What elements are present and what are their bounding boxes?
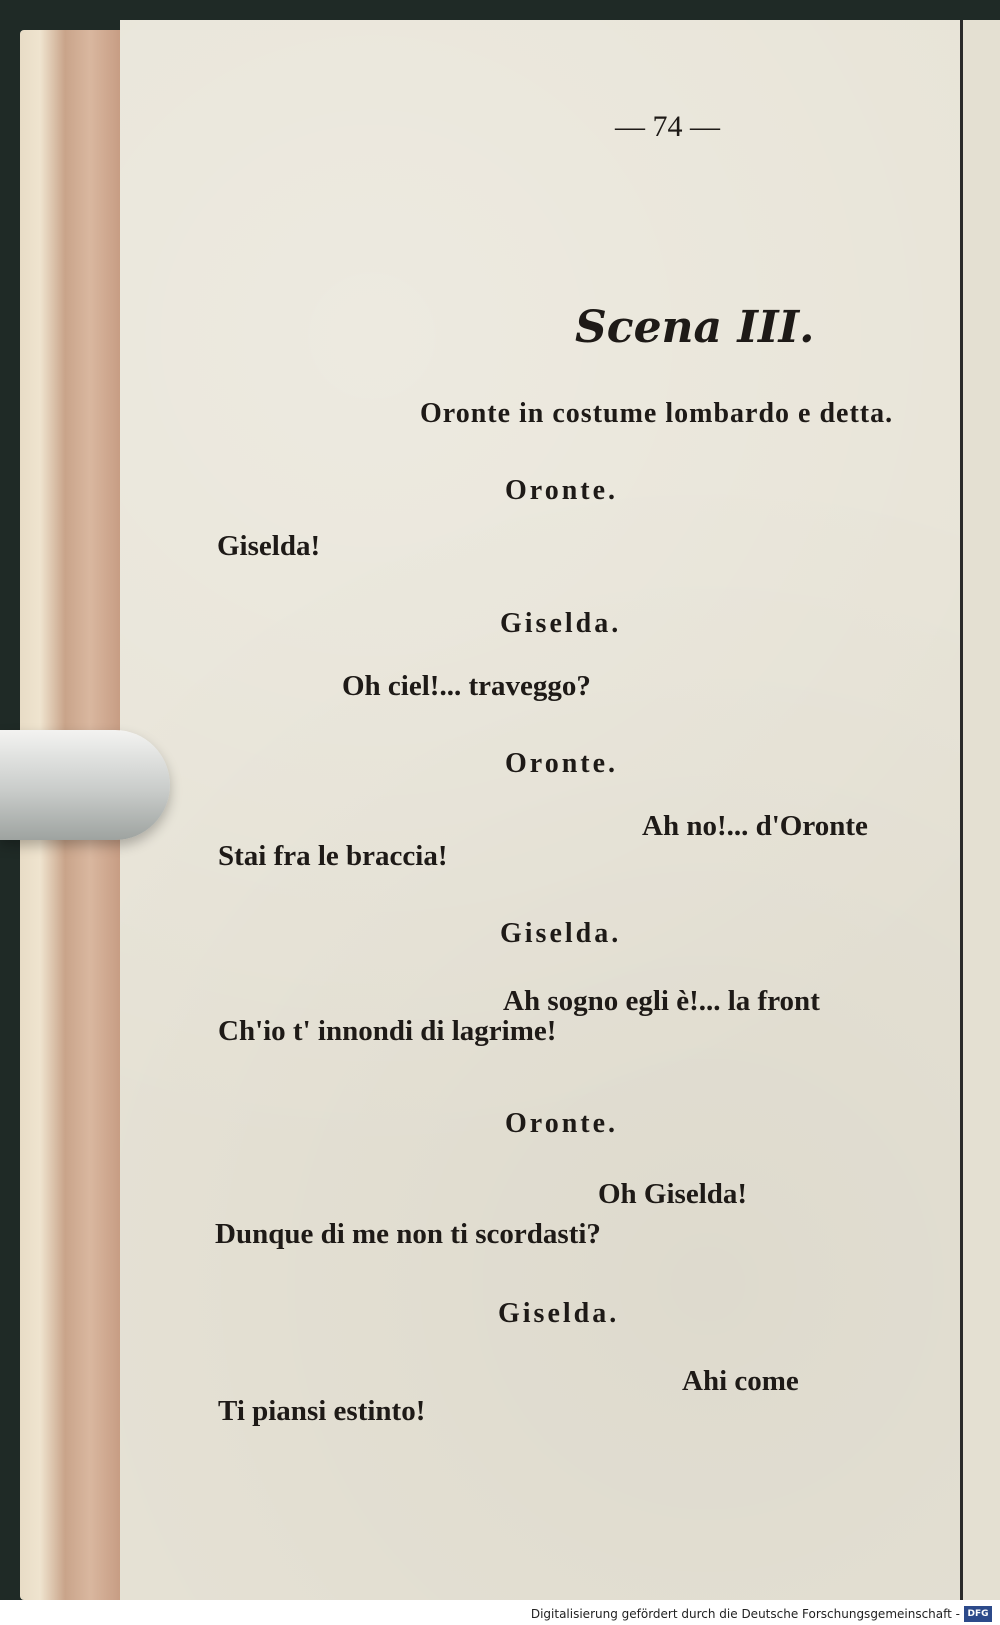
- dialogue-line: Ch'io t' innondi di lagrime!: [218, 1015, 557, 1047]
- dialogue-line: Ti piansi estinto!: [218, 1395, 426, 1427]
- digitization-credit: Digitalisierung gefördert durch die Deutsche Forschungsgemeinschaft -: [530, 1607, 960, 1621]
- dialogue-line: Ahi come: [682, 1365, 799, 1397]
- page-number: — 74 —: [615, 110, 720, 143]
- scene-heading: Scena III.: [575, 302, 815, 353]
- stage-direction: Oronte in costume lombardo e detta.: [420, 398, 894, 429]
- speaker-oronte: Oronte.: [505, 475, 619, 506]
- dialogue-line: Stai fra le braccia!: [218, 840, 448, 872]
- dfg-logo: DFG: [964, 1606, 992, 1622]
- page-holder-clip: [0, 730, 170, 840]
- dialogue-line: Ah no!... d'Oronte: [642, 810, 868, 842]
- speaker-giselda: Giselda.: [500, 608, 622, 639]
- next-page-edge: [960, 20, 1000, 1600]
- dialogue-line: Oh ciel!... traveggo?: [342, 670, 591, 702]
- book-page: [120, 20, 960, 1600]
- speaker-oronte: Oronte.: [505, 748, 619, 779]
- digitization-footer: [0, 1600, 1000, 1625]
- dialogue-line: Oh Giselda!: [598, 1178, 748, 1210]
- dialogue-line: Dunque di me non ti scordasti?: [215, 1218, 601, 1250]
- dialogue-line: Giselda!: [217, 530, 321, 562]
- speaker-oronte: Oronte.: [505, 1108, 619, 1139]
- speaker-giselda: Giselda.: [500, 918, 622, 949]
- dialogue-line: Ah sogno egli è!... la front: [503, 985, 820, 1017]
- speaker-giselda: Giselda.: [498, 1298, 620, 1329]
